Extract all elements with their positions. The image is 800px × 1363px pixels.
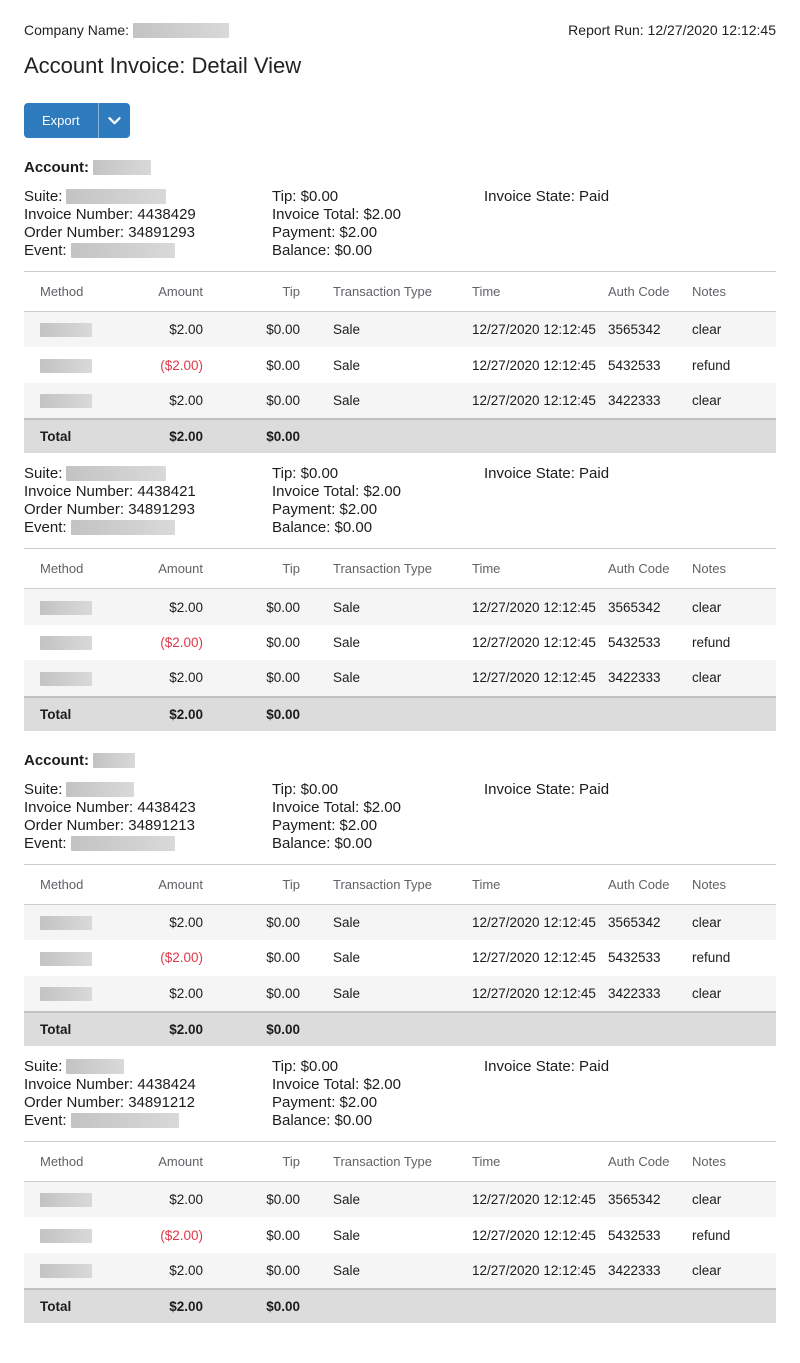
total-label: Total <box>24 697 139 731</box>
total-row <box>24 1289 776 1323</box>
cell-notes: clear <box>684 904 776 940</box>
event-line <box>24 242 272 260</box>
invoice-number-line: Invoice Number: 4438421 <box>24 483 196 501</box>
order-number-line: Order Number: 34891293 <box>24 501 195 519</box>
cell-method <box>24 1181 139 1217</box>
detail-col-middle <box>272 781 484 853</box>
invoice-total-line: Invoice Total: $2.00 <box>272 206 401 223</box>
transaction-row <box>24 1217 776 1252</box>
transaction-row <box>24 625 776 660</box>
transactions-table <box>24 548 776 730</box>
account-label: Account: <box>24 159 89 176</box>
cell-tip: $0.00 <box>266 1227 300 1243</box>
chevron-down-icon <box>108 117 121 125</box>
detail-col-middle <box>272 1058 484 1130</box>
payment-line: Payment: $2.00 <box>272 1093 378 1111</box>
cell-tip: $0.00 <box>266 950 300 966</box>
cell-notes: clear <box>684 1181 776 1217</box>
cell-transaction-type: Sale <box>333 634 361 650</box>
detail-col-left <box>24 188 272 260</box>
cell-tip: $0.00 <box>211 589 308 625</box>
cell-amount: $2.00 <box>139 660 211 696</box>
total-row <box>24 697 776 731</box>
col-header-auth-code: Auth Code <box>608 864 684 904</box>
table-header-row <box>24 549 776 589</box>
invoice-detail <box>24 781 776 853</box>
invoice-total-line: Invoice Total: $2.00 <box>272 1075 401 1093</box>
cell-amount: $2.00 <box>139 976 211 1012</box>
cell-transaction-type: Sale <box>308 312 472 348</box>
total-amount: $2.00 <box>139 1289 211 1323</box>
cell-transaction-type: Sale <box>308 383 472 419</box>
company-name-row <box>24 22 229 38</box>
detail-col-left <box>24 781 272 853</box>
cell-notes: clear <box>684 589 776 625</box>
invoice-number-line: Invoice Number: 4438424 <box>24 1075 196 1093</box>
cell-transaction-type: Sale <box>308 1181 472 1217</box>
total-tip: $0.00 <box>211 419 308 453</box>
transaction-row <box>24 347 776 382</box>
table-header-row <box>24 864 776 904</box>
total-empty-cell <box>308 697 472 731</box>
cell-auth-code: 3422333 <box>608 1253 684 1289</box>
cell-transaction-type: Sale <box>333 950 361 966</box>
transaction-row <box>24 589 776 625</box>
total-empty-cell <box>684 1012 776 1046</box>
total-amount: $2.00 <box>139 419 211 453</box>
suite-line <box>24 1058 272 1076</box>
cell-notes: refund <box>692 634 731 650</box>
event-label: Event: <box>24 519 67 537</box>
event-label: Event: <box>24 1111 67 1129</box>
cell-time: 12/27/2020 12:12:45 <box>472 1227 596 1243</box>
total-tip: $0.00 <box>211 1012 308 1046</box>
redacted-method <box>40 601 92 615</box>
cell-method <box>24 1253 139 1289</box>
transaction-row <box>24 1181 776 1217</box>
suite-label: Suite: <box>24 465 63 483</box>
detail-col-right <box>484 781 776 853</box>
cell-time: 12/27/2020 12:12:45 <box>472 357 596 373</box>
total-empty-cell <box>472 1012 608 1046</box>
suite-line <box>24 188 272 206</box>
transaction-row <box>24 904 776 940</box>
total-empty-cell <box>308 419 472 453</box>
cell-notes: refund <box>692 357 731 373</box>
cell-method <box>24 589 139 625</box>
cell-time: 12/27/2020 12:12:45 <box>472 589 608 625</box>
cell-transaction-type: Sale <box>333 357 361 373</box>
company-name-label: Company Name: <box>24 22 130 38</box>
total-empty-cell <box>308 1012 472 1046</box>
invoice-total-line: Invoice Total: $2.00 <box>272 798 401 816</box>
cell-auth-code: 3422333 <box>608 383 684 419</box>
total-empty-cell <box>472 419 608 453</box>
cell-tip: $0.00 <box>211 976 308 1012</box>
col-header-tip: Tip <box>211 864 308 904</box>
detail-col-left <box>24 465 272 537</box>
col-header-method: Method <box>24 272 139 312</box>
detail-col-middle <box>272 465 484 537</box>
account-heading <box>24 159 776 176</box>
redacted-method <box>40 323 92 337</box>
report-header <box>24 22 776 38</box>
redacted-event <box>71 1113 179 1128</box>
col-header-method: Method <box>24 1141 139 1181</box>
col-header-auth-code: Auth Code <box>608 272 684 312</box>
col-header-tip: Tip <box>211 1141 308 1181</box>
redacted-account-name <box>93 160 151 175</box>
col-header-time: Time <box>472 272 608 312</box>
col-header-transaction-type: Transaction Type <box>308 549 472 589</box>
col-header-time: Time <box>472 549 608 589</box>
cell-amount: $2.00 <box>139 383 211 419</box>
transaction-row <box>24 940 776 975</box>
table-header-row <box>24 272 776 312</box>
event-label: Event: <box>24 834 67 852</box>
transaction-row <box>24 976 776 1012</box>
col-header-auth-code: Auth Code <box>608 549 684 589</box>
redacted-method <box>40 359 92 373</box>
col-header-notes: Notes <box>684 864 776 904</box>
redacted-account-name <box>93 753 135 768</box>
transactions-table <box>24 271 776 453</box>
col-header-amount: Amount <box>139 864 211 904</box>
total-empty-cell <box>684 697 776 731</box>
invoice-detail <box>24 188 776 260</box>
page-title: Account Invoice: Detail View <box>24 53 302 78</box>
total-empty-cell <box>472 1289 608 1323</box>
total-empty-cell <box>608 1012 684 1046</box>
redacted-event <box>71 836 175 851</box>
total-empty-cell <box>608 697 684 731</box>
cell-method <box>24 1217 139 1252</box>
event-line <box>24 519 272 537</box>
total-empty-cell <box>608 1289 684 1323</box>
col-header-amount: Amount <box>139 549 211 589</box>
invoice-detail <box>24 465 776 537</box>
cell-notes: refund <box>692 1227 731 1243</box>
cell-transaction-type: Sale <box>333 1227 361 1243</box>
redacted-method <box>40 1264 92 1278</box>
export-button[interactable]: Export <box>24 103 98 138</box>
balance-line: Balance: $0.00 <box>272 1111 373 1129</box>
redacted-suite <box>66 782 134 797</box>
event-label: Event: <box>24 242 67 259</box>
cell-tip: $0.00 <box>211 383 308 419</box>
cell-notes: clear <box>684 976 776 1012</box>
redacted-method <box>40 916 92 930</box>
tip-line: Tip: $0.00 <box>272 188 339 205</box>
redacted-event <box>71 243 175 258</box>
cell-amount: $2.00 <box>139 904 211 940</box>
total-empty-cell <box>608 419 684 453</box>
event-line <box>24 835 272 853</box>
col-header-transaction-type: Transaction Type <box>308 1141 472 1181</box>
export-split-button <box>24 103 130 138</box>
balance-line: Balance: $0.00 <box>272 242 373 259</box>
suite-label: Suite: <box>24 188 63 205</box>
invoice-sections <box>24 159 776 1323</box>
detail-col-right <box>484 1058 776 1130</box>
report-run-timestamp: Report Run: 12/27/2020 12:12:45 <box>568 22 776 38</box>
cell-auth-code: 5432533 <box>608 357 661 373</box>
invoice-number-line: Invoice Number: 4438429 <box>24 206 196 223</box>
col-header-method: Method <box>24 549 139 589</box>
redacted-method <box>40 394 92 408</box>
cell-amount: $2.00 <box>139 1253 211 1289</box>
cell-auth-code: 3565342 <box>608 904 684 940</box>
event-line <box>24 1112 272 1130</box>
col-header-notes: Notes <box>684 272 776 312</box>
col-header-time: Time <box>472 864 608 904</box>
total-tip: $0.00 <box>211 1289 308 1323</box>
cell-notes: clear <box>684 1253 776 1289</box>
cell-method <box>24 976 139 1012</box>
col-header-transaction-type: Transaction Type <box>308 864 472 904</box>
order-number-line: Order Number: 34891212 <box>24 1093 195 1111</box>
tip-line: Tip: $0.00 <box>272 780 339 798</box>
cell-notes: refund <box>692 950 731 966</box>
account-label: Account: <box>24 751 89 769</box>
col-header-notes: Notes <box>684 1141 776 1181</box>
cell-auth-code: 5432533 <box>608 634 661 650</box>
redacted-method <box>40 672 92 686</box>
transaction-row <box>24 312 776 348</box>
col-header-time: Time <box>472 1141 608 1181</box>
suite-label: Suite: <box>24 1057 63 1075</box>
cell-tip: $0.00 <box>211 312 308 348</box>
invoice-detail <box>24 1058 776 1130</box>
redacted-method <box>40 1229 92 1243</box>
cell-amount: $2.00 <box>139 1181 211 1217</box>
invoice-state-line: Invoice State: Paid <box>484 188 610 205</box>
invoice-number-line: Invoice Number: 4438423 <box>24 798 196 816</box>
tip-line: Tip: $0.00 <box>272 465 339 483</box>
invoice-state-line: Invoice State: Paid <box>484 465 610 483</box>
payment-line: Payment: $2.00 <box>272 816 378 834</box>
cell-tip: $0.00 <box>211 660 308 696</box>
redacted-suite <box>66 1059 124 1074</box>
total-amount: $2.00 <box>139 1012 211 1046</box>
cell-auth-code: 5432533 <box>608 1227 661 1243</box>
cell-tip: $0.00 <box>211 904 308 940</box>
invoice-state-line: Invoice State: Paid <box>484 1057 610 1075</box>
cell-notes: clear <box>684 660 776 696</box>
table-header-row <box>24 1141 776 1181</box>
cell-amount: ($2.00) <box>160 1227 203 1243</box>
balance-line: Balance: $0.00 <box>272 519 373 537</box>
payment-line: Payment: $2.00 <box>272 501 378 519</box>
cell-time: 12/27/2020 12:12:45 <box>472 904 608 940</box>
cell-transaction-type: Sale <box>308 904 472 940</box>
transaction-row <box>24 660 776 696</box>
transaction-row <box>24 1253 776 1289</box>
cell-transaction-type: Sale <box>308 1253 472 1289</box>
cell-method <box>24 383 139 419</box>
cell-method <box>24 904 139 940</box>
cell-transaction-type: Sale <box>308 976 472 1012</box>
total-label: Total <box>24 419 139 453</box>
col-header-notes: Notes <box>684 549 776 589</box>
total-empty-cell <box>472 697 608 731</box>
cell-time: 12/27/2020 12:12:45 <box>472 950 596 966</box>
redacted-suite <box>66 466 166 481</box>
cell-amount: ($2.00) <box>160 357 203 373</box>
invoice-total-line: Invoice Total: $2.00 <box>272 483 401 501</box>
cell-time: 12/27/2020 12:12:45 <box>472 976 608 1012</box>
cell-amount: $2.00 <box>139 589 211 625</box>
col-header-amount: Amount <box>139 1141 211 1181</box>
redacted-method <box>40 987 92 1001</box>
col-header-auth-code: Auth Code <box>608 1141 684 1181</box>
total-tip: $0.00 <box>211 697 308 731</box>
cell-time: 12/27/2020 12:12:45 <box>472 634 596 650</box>
order-number-line: Order Number: 34891213 <box>24 816 195 834</box>
col-header-tip: Tip <box>211 272 308 312</box>
col-header-amount: Amount <box>139 272 211 312</box>
cell-method <box>24 940 139 975</box>
cell-notes: clear <box>684 383 776 419</box>
export-dropdown-button[interactable] <box>98 103 130 138</box>
cell-time: 12/27/2020 12:12:45 <box>472 660 608 696</box>
detail-col-left <box>24 1058 272 1130</box>
total-row <box>24 1012 776 1046</box>
cell-amount: ($2.00) <box>160 950 203 966</box>
cell-auth-code: 3422333 <box>608 976 684 1012</box>
cell-auth-code: 3565342 <box>608 312 684 348</box>
total-amount: $2.00 <box>139 697 211 731</box>
detail-col-right <box>484 188 776 260</box>
cell-time: 12/27/2020 12:12:45 <box>472 1181 608 1217</box>
total-label: Total <box>24 1289 139 1323</box>
cell-tip: $0.00 <box>211 1181 308 1217</box>
transactions-table <box>24 864 776 1046</box>
cell-time: 12/27/2020 12:12:45 <box>472 312 608 348</box>
tip-line: Tip: $0.00 <box>272 1057 339 1075</box>
cell-amount: ($2.00) <box>160 634 203 650</box>
total-empty-cell <box>684 1289 776 1323</box>
redacted-method <box>40 952 92 966</box>
invoice-state-line: Invoice State: Paid <box>484 780 610 798</box>
redacted-suite <box>66 189 166 204</box>
cell-method <box>24 312 139 348</box>
cell-method <box>24 660 139 696</box>
cell-method <box>24 625 139 660</box>
cell-auth-code: 3422333 <box>608 660 684 696</box>
cell-auth-code: 5432533 <box>608 950 661 966</box>
cell-method <box>24 347 139 382</box>
cell-notes: clear <box>684 312 776 348</box>
payment-line: Payment: $2.00 <box>272 224 378 241</box>
detail-col-middle <box>272 188 484 260</box>
balance-line: Balance: $0.00 <box>272 834 373 852</box>
cell-tip: $0.00 <box>211 1253 308 1289</box>
redacted-company-name <box>133 23 229 38</box>
detail-col-right <box>484 465 776 537</box>
suite-line <box>24 781 272 799</box>
total-row <box>24 419 776 453</box>
total-empty-cell <box>684 419 776 453</box>
total-label: Total <box>24 1012 139 1046</box>
suite-label: Suite: <box>24 780 63 798</box>
col-header-tip: Tip <box>211 549 308 589</box>
suite-line <box>24 465 272 483</box>
cell-auth-code: 3565342 <box>608 589 684 625</box>
cell-transaction-type: Sale <box>308 589 472 625</box>
cell-amount: $2.00 <box>139 312 211 348</box>
cell-time: 12/27/2020 12:12:45 <box>472 1253 608 1289</box>
transaction-row <box>24 383 776 419</box>
col-header-transaction-type: Transaction Type <box>308 272 472 312</box>
cell-auth-code: 3565342 <box>608 1181 684 1217</box>
cell-tip: $0.00 <box>266 634 300 650</box>
cell-time: 12/27/2020 12:12:45 <box>472 383 608 419</box>
transactions-table <box>24 1141 776 1323</box>
cell-tip: $0.00 <box>266 357 300 373</box>
account-heading <box>24 752 776 769</box>
total-empty-cell <box>308 1289 472 1323</box>
col-header-method: Method <box>24 864 139 904</box>
cell-transaction-type: Sale <box>308 660 472 696</box>
order-number-line: Order Number: 34891293 <box>24 224 195 241</box>
redacted-method <box>40 1193 92 1207</box>
redacted-event <box>71 520 175 535</box>
redacted-method <box>40 636 92 650</box>
